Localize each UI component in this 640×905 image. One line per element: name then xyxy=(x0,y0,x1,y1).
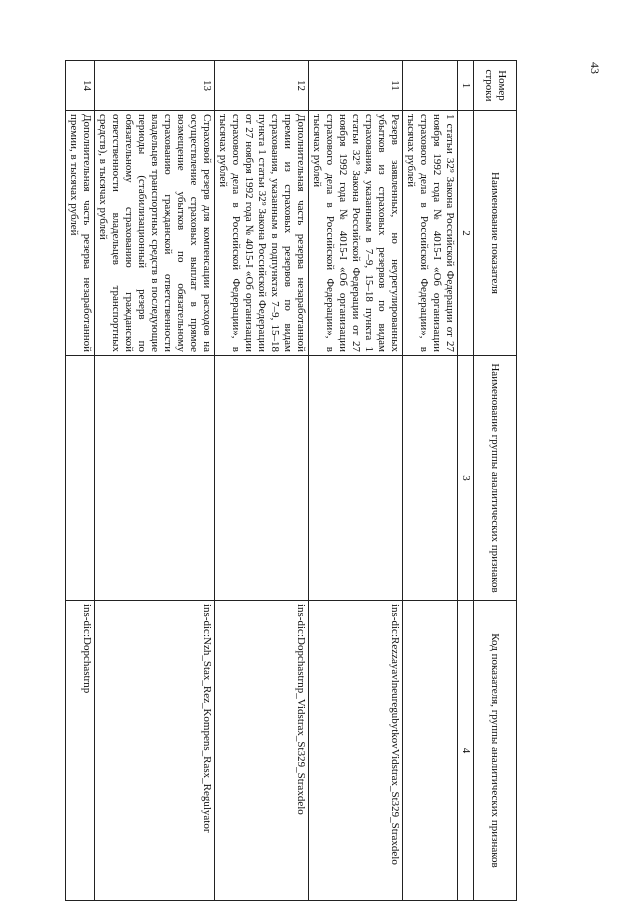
group-name xyxy=(95,356,215,601)
page-number: 43 xyxy=(588,62,602,74)
indicator-code: ins-dic:RezzayavlneuregubytkovVidstrax_St329_Straxdelo xyxy=(309,601,403,901)
indicator-name: Резерв заявленных, но неурегулированных убытков из страховых резервов по видам страхования, указанным в 7–9, 15–18 пункта 1 статьи 32⁹ Закона Российской Федерации от 27 ноября 1992 года № 4015-I «Об организации страхового дела в Российской Федерации», в тысячах рублей xyxy=(309,111,403,356)
row-number xyxy=(403,61,458,111)
indicator-name: 1 статьи 32⁹ Закона Российской Федерации от 27 ноября 1992 года № 4015-I «Об организации страхового дела в Российской Федерации», в тысячах рублей xyxy=(403,111,458,356)
group-name xyxy=(403,356,458,601)
group-name xyxy=(66,356,95,601)
indicator-code: ins-dic:Dopchastrnp_Vidstrax_St329_Straxdelo xyxy=(215,601,309,901)
indicator-name: Дополнительная часть резерва незаработанной премии из страховых резервов по видам страхования, указанным в подпунктах 7–9, 15–18 пункта 1 статьи 32⁹ Закона Российской Федерации от 27 ноября 1992 года № 4015-I «Об организации страхового дела в Российской Федерации», в тысячах рублей xyxy=(215,111,309,356)
row-number: 14 xyxy=(66,61,95,111)
column-number: 2 xyxy=(458,111,474,356)
table-row xyxy=(66,61,95,901)
header-group-name: Наименование группы аналитических признаков xyxy=(474,356,517,601)
indicator-code: ins-dic:Dopchastrnp xyxy=(66,601,95,901)
column-number: 1 xyxy=(458,61,474,111)
rotated-table-container xyxy=(68,60,517,900)
table-header-row xyxy=(474,61,517,901)
header-row-number: Номер строки xyxy=(474,61,517,111)
group-name xyxy=(309,356,403,601)
column-number-row xyxy=(458,61,474,901)
table-row xyxy=(95,61,215,901)
column-number: 4 xyxy=(458,601,474,901)
column-number: 3 xyxy=(458,356,474,601)
indicator-code: ins-dic:Nzh_Stax_Rez_Kompens_Rasx_Regulyator xyxy=(95,601,215,901)
group-name xyxy=(215,356,309,601)
row-number: 13 xyxy=(95,61,215,111)
table-row xyxy=(215,61,309,901)
table-row xyxy=(309,61,403,901)
header-indicator-name: Наименование показателя xyxy=(474,111,517,356)
row-number: 12 xyxy=(215,61,309,111)
header-code: Код показателя, группы аналитических признаков xyxy=(474,601,517,901)
indicator-name: Дополнительная часть резерва незаработанной премии, в тысячах рублей xyxy=(66,111,95,356)
indicator-name: Страховой резерв для компенсации расходов на осуществление страховых выплат в прямое возмещение убытков по обязательному страхованию гражданской ответственности владельцев транспортных средств в последующие периоды (стабилизационный резерв по обязательному страхованию гражданской ответственности владельцев транспортных средств), в тысячах рублей xyxy=(95,111,215,356)
indicators-table xyxy=(65,60,517,901)
row-number: 11 xyxy=(309,61,403,111)
table-row xyxy=(403,61,458,901)
indicator-code xyxy=(403,601,458,901)
